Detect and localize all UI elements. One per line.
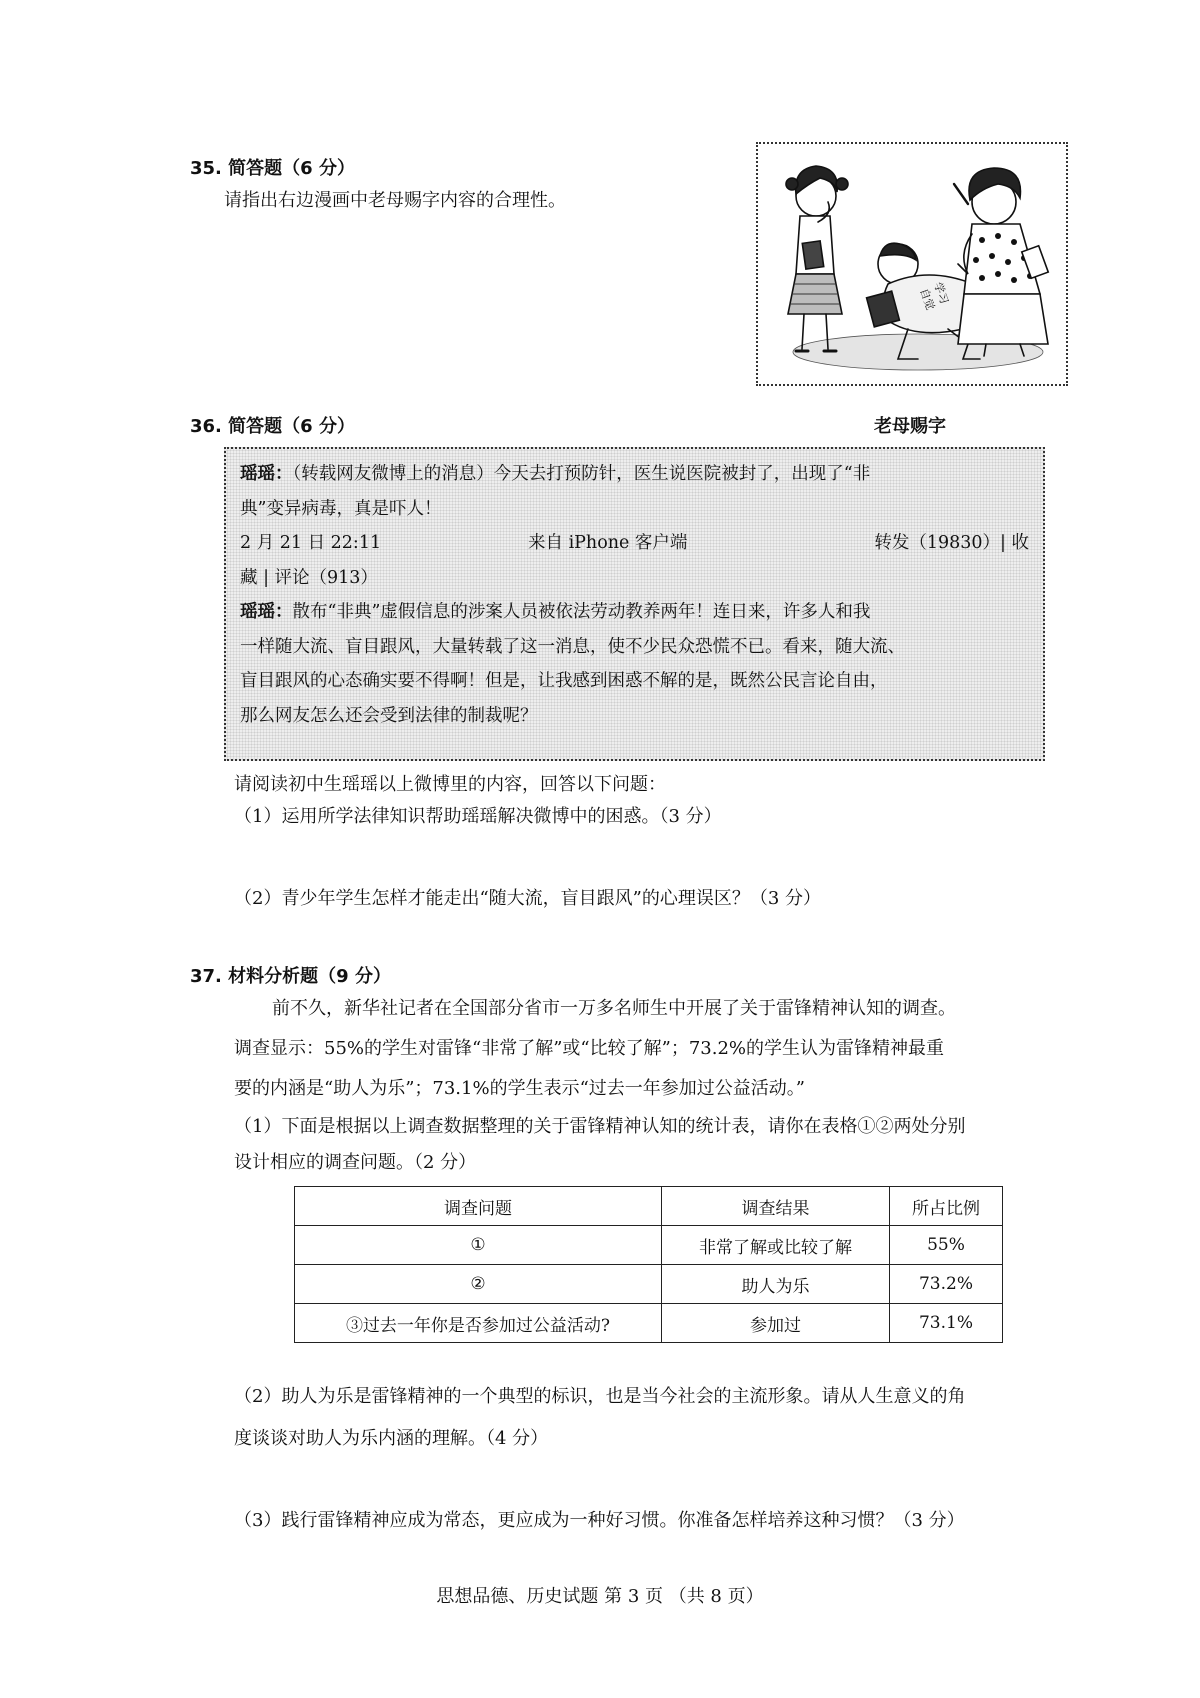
cartoon-frame bbox=[756, 142, 1068, 386]
table-cell: 55% bbox=[890, 1226, 1003, 1265]
table-cell: 非常了解或比较了解 bbox=[662, 1226, 890, 1265]
page-footer: 思想品德、历史试题 第 3 页 （共 8 页） bbox=[436, 1586, 764, 1607]
table-cell: 73.2% bbox=[890, 1265, 1003, 1304]
table-header: 调查问题 bbox=[295, 1187, 662, 1226]
q37-para-line3: 要的内涵是“助人为乐”；73.1%的学生表示“过去一年参加过公益活动。” bbox=[234, 1078, 805, 1099]
q37-sub1-line2: 设计相应的调查问题。（2 分） bbox=[234, 1152, 477, 1173]
svg-text:自觉: 自觉 bbox=[917, 286, 937, 312]
cartoon-illustration bbox=[758, 144, 1066, 384]
weibo-post2-line3: 盲目跟风的心态确实要不得啊！但是，让我感到困惑不解的是，既然公民言论自由， bbox=[240, 671, 888, 691]
q36-sub1: （1）运用所学法律知识帮助瑶瑶解决微博中的困惑。（3 分） bbox=[234, 806, 722, 827]
weibo-post2-line1: 瑶瑶：散布“非典”虚假信息的涉案人员被依法劳动教养两年！连日来，许多人和我 bbox=[240, 602, 871, 622]
table-cell: ① bbox=[295, 1226, 662, 1265]
weibo-post1-meta bbox=[240, 526, 1029, 561]
weibo-username: 瑶瑶： bbox=[240, 602, 293, 622]
table-row bbox=[295, 1226, 1003, 1265]
table-cell: 73.1% bbox=[890, 1304, 1003, 1343]
q37-title: 37. 材料分析题（9 分） bbox=[190, 966, 391, 987]
weibo-post1-stats: 藏 | 评论（913） bbox=[240, 567, 378, 588]
q36-intro: 请阅读初中生瑶瑶以上微博里的内容，回答以下问题： bbox=[234, 774, 666, 795]
weibo-post1-date: 2 月 21 日 22:11 bbox=[240, 533, 382, 553]
weibo-post1-line1: 瑶瑶：（转载网友微博上的消息）今天去打预防针，医生说医院被封了，出现了“非 bbox=[240, 464, 871, 484]
weibo-post1-forward: 转发（19830）| 收 bbox=[874, 533, 1029, 553]
cartoon-caption: 老母赐字 bbox=[874, 416, 946, 437]
q37-sub2-line1: （2）助人为乐是雷锋精神的一个典型的标识，也是当今社会的主流形象。请从人生意义的角 bbox=[234, 1386, 966, 1407]
table-header-row bbox=[295, 1187, 1003, 1226]
weibo-excerpt bbox=[224, 447, 1045, 761]
table-cell: 助人为乐 bbox=[662, 1265, 890, 1304]
weibo-username: 瑶瑶： bbox=[240, 464, 293, 484]
q35-title: 35. 简答题（6 分） bbox=[190, 158, 355, 179]
q37-sub2-line2: 度谈谈对助人为乐内涵的理解。（4 分） bbox=[234, 1428, 549, 1449]
weibo-post2-line2: 一样随大流、盲目跟风，大量转载了这一消息，使不少民众恐慌不已。看来，随大流、 bbox=[240, 636, 905, 657]
weibo-post1-source: 来自 iPhone 客户端 bbox=[528, 533, 688, 553]
svg-text:学习: 学习 bbox=[931, 280, 951, 306]
q37-para-line2: 调查显示：55%的学生对雷锋“非常了解”或“比较了解”；73.2%的学生认为雷锋精神最重 bbox=[234, 1038, 944, 1059]
table-row bbox=[295, 1265, 1003, 1304]
q36-sub2: （2）青少年学生怎样才能走出“随大流，盲目跟风”的心理误区？（3 分） bbox=[234, 888, 822, 909]
weibo-post2-line4: 那么网友怎么还会受到法律的制裁呢？ bbox=[240, 705, 538, 726]
q35-prompt: 请指出右边漫画中老母赐字内容的合理性。 bbox=[224, 190, 566, 211]
survey-table bbox=[294, 1186, 1003, 1343]
q36-title: 36. 简答题（6 分） bbox=[190, 416, 355, 437]
table-header: 调查结果 bbox=[662, 1187, 890, 1226]
q37-para-line1: 前不久，新华社记者在全国部分省市一万多名师生中开展了关于雷锋精神认知的调查。 bbox=[272, 998, 956, 1019]
table-cell: ③过去一年你是否参加过公益活动? bbox=[295, 1304, 662, 1343]
weibo-post1-line2: 典”变异病毒，真是吓人！ bbox=[240, 498, 442, 519]
q37-sub1-line1: （1）下面是根据以上调查数据整理的关于雷锋精神认知的统计表，请你在表格①②两处分别 bbox=[234, 1116, 966, 1137]
table-cell: 参加过 bbox=[662, 1304, 890, 1343]
table-cell: ② bbox=[295, 1265, 662, 1304]
q37-sub3: （3）践行雷锋精神应成为常态，更应成为一种好习惯。你准备怎样培养这种习惯？（3 分） bbox=[234, 1510, 965, 1531]
table-header: 所占比例 bbox=[890, 1187, 1003, 1226]
table-row bbox=[295, 1304, 1003, 1343]
girl-figure bbox=[786, 166, 848, 351]
mother-figure bbox=[954, 168, 1048, 356]
